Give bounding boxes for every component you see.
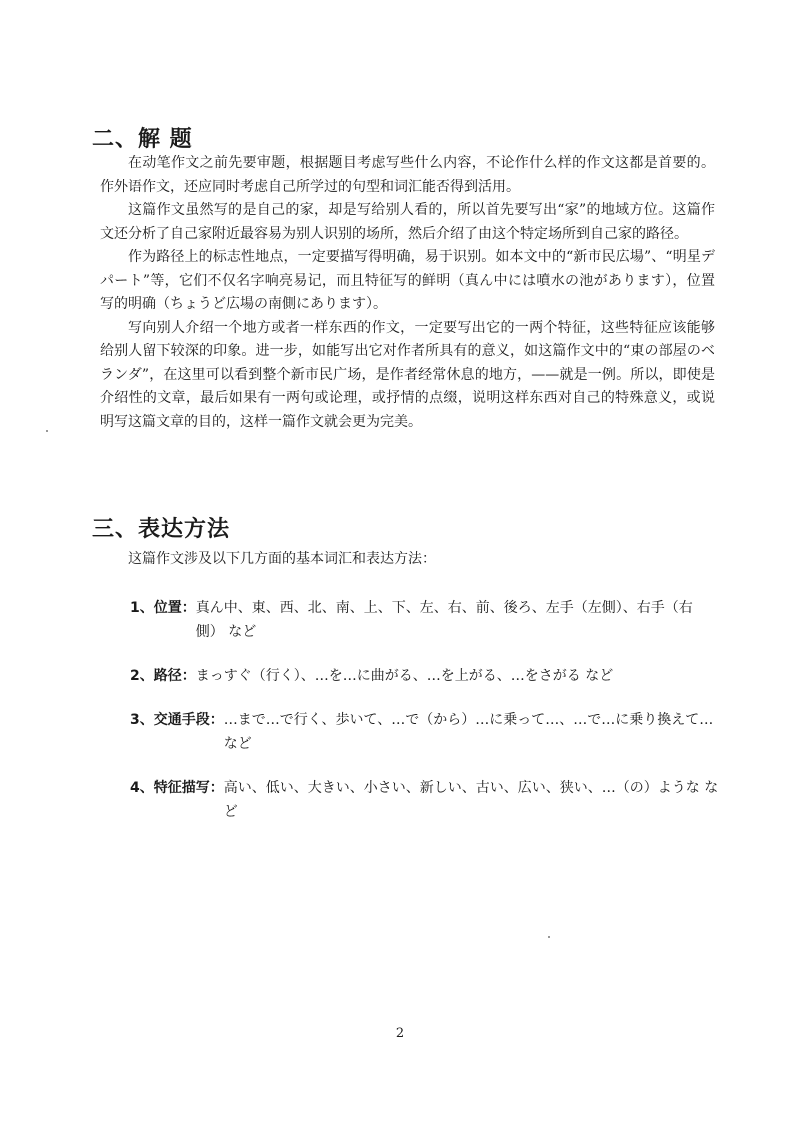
list-item-label: 2、路径：: [130, 668, 196, 684]
section-body-interpretation: [100, 152, 715, 434]
scan-speck: [548, 936, 550, 938]
list-item-label: 1、位置：: [130, 600, 196, 616]
list-item: [130, 776, 720, 824]
list-item: [130, 596, 720, 644]
list-item: [130, 664, 720, 688]
paragraph: 这篇作文虽然写的是自己的家，却是写给别人看的，所以首先要写出“家”的地域方位。这篇作文还分析了自己家附近最容易为别人识别的场所，然后介绍了由这个特定场所到自己家的路径。: [100, 202, 715, 242]
list-item-text: 真ん中、東、西、北、南、上、下、左、右、前、後ろ、左手（左側）、右手（右側） など: [195, 600, 693, 640]
scan-speck: [46, 430, 48, 432]
section-heading-interpretation: 二、解 题: [92, 127, 193, 152]
list-item-text: 高い、低い、大きい、小さい、新しい、古い、広い、狭い、…（の）ような など: [223, 780, 719, 820]
page-number: 2: [395, 1026, 405, 1041]
list-item-label: 4、特征描写：: [130, 780, 224, 796]
section-heading-expressions: 三、表达方法: [92, 517, 231, 542]
paragraph: 写向别人介绍一个地方或者一样东西的作文，一定要写出它的一两个特征，这些特征应该能够给别人留下较深的印象。进一步，如能写出它对作者所具有的意义，如这篇作文中的“東の部屋のベランダ”，在这里可以看到整个新市民广场，是作者经常休息的地方，——就是一例。所以，即使是介绍性的文章，最后如果有一两句或论理，或抒情的点缀，说明这样东西对自己的特殊意义，或说明写这篇文章的目的，这样一篇作文就会更为完美。: [100, 319, 715, 430]
paragraph: 作为路径上的标志性地点，一定要描写得明确，易于识别。如本文中的“新市民広場”、“明星デパート”等，它们不仅名字响亮易记，而且特征写的鲜明（真ん中には噴水の池があります），位置写的明确（ちょうど広場の南側にあります）。: [100, 249, 715, 312]
list-item-text: まっすぐ（行く）、…を…に曲がる、…を上がる、…をさがる など: [195, 668, 614, 684]
list-item-text: …まで…で行く、歩いて、…で（から）…に乗って…、…で…に乗り換えて… など: [223, 712, 714, 752]
section-intro: 这篇作文涉及以下几方面的基本词汇和表达方法：: [128, 551, 436, 567]
paragraph: 在动笔作文之前先要审题，根据题目考虑写些什么内容，不论作什么样的作文这都是首要的。作外语作文，还应同时考虑自己所学过的句型和词汇能否得到活用。: [100, 155, 715, 195]
list-item-label: 3、交通手段：: [130, 712, 224, 728]
list-item: [130, 708, 720, 756]
